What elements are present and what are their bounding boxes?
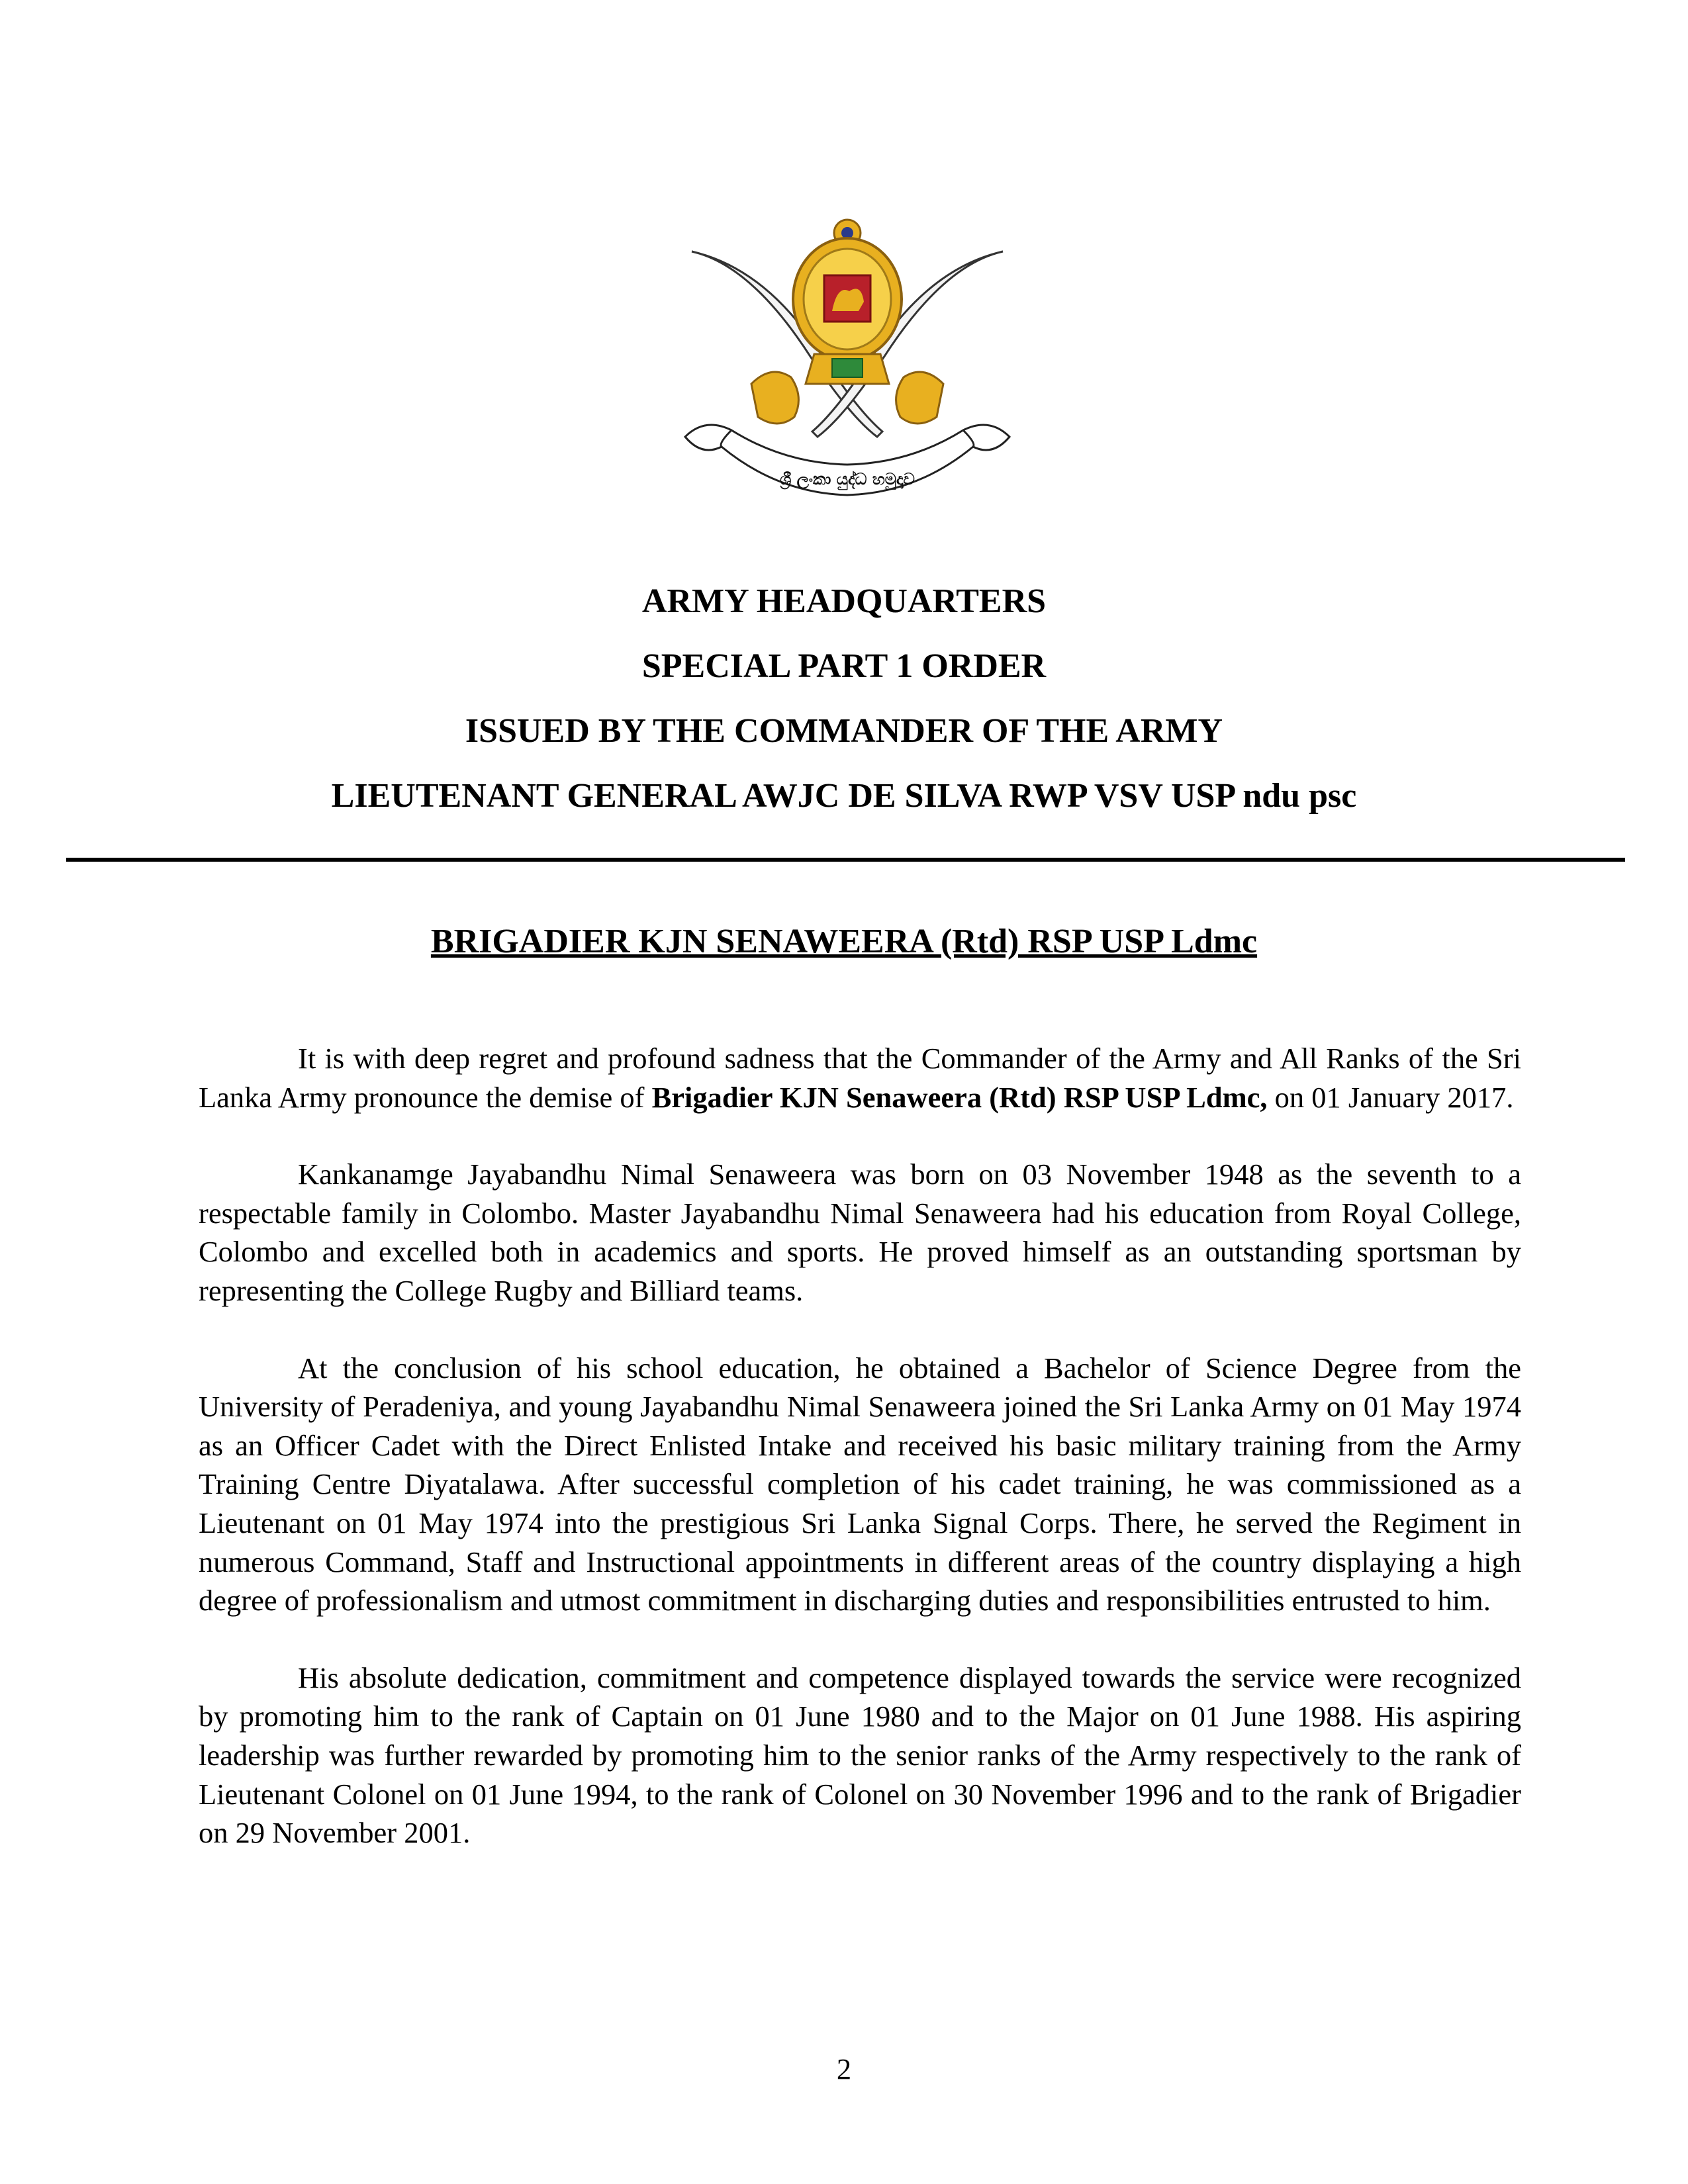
header-line-order-type: SPECIAL PART 1 ORDER (641, 647, 1047, 685)
paragraph-1-end: on 01 January 2017. (1267, 1080, 1514, 1114)
army-crest-icon (679, 218, 1016, 523)
paragraph-4: His absolute dedication, commitment and competence displayed towards the service were recognized by promoting him to the rank of Captain on 01 June 1980 and to the Major on 01 June 1988. His aspiring leadership was further rewarded by promoting him to the senior ranks of the Army respectively to the rank of Lieutenant Colonel on 01 June 1994, to the rank of Colonel on 30 November 1996 and to the rank of Brigadier on 29 November 2001. (199, 1661, 1521, 1850)
order-subject: BRIGADIER KJN SENAWEERA (Rtd) RSP USP Ldmc (430, 923, 1258, 960)
header-divider (66, 858, 1625, 862)
order-body (199, 1039, 1521, 1891)
paragraph-1 (199, 1039, 1521, 1116)
paragraph-2: Kankanamge Jayabandhu Nimal Senaweera was born on 03 November 1948 as the seventh to a respectable family in Colombo. Master Jayabandhu Nimal Senaweera had his education from Royal College, Colombo and excelled both in academics and sports. He proved himself as an outstanding sportsman by representing the College Rugby and Billiard teams. (199, 1158, 1521, 1307)
order-header (0, 569, 1688, 829)
header-line-commander: LIEUTENANT GENERAL AWJC DE SILVA RWP VSV USP ndu psc (331, 777, 1357, 815)
page-number: 2 (836, 2052, 852, 2085)
paragraph-3: At the conclusion of his school education, he obtained a Bachelor of Science Degree from the University of Peradeniya, and young Jayabandhu Nimal Senaweera joined the Sri Lanka Army on 01 May 1974 as an Officer Cadet with the Direct Enlisted Intake and received his basic military training from the Army Training Centre Diyatalawa. After successful completion of his cadet training, he was commissioned as a Lieutenant on 01 May 1974 into the prestigious Sri Lanka Signal Corps. There, he served the Regiment in numerous Command, Staff and Instructional appointments in different areas of the country displaying a high degree of professionalism and utmost commitment in discharging duties and responsibilities entrusted to him. (199, 1351, 1521, 1617)
header-line-issuer: ISSUED BY THE COMMANDER OF THE ARMY (465, 712, 1223, 750)
paragraph-1-name: Brigadier KJN Senaweera (Rtd) RSP USP Ldmc, (651, 1080, 1268, 1114)
crest-motto: ශ්‍රී ලංකා යුද්ධ හමුදාව (780, 470, 915, 488)
paragraph-1-text: It is with deep regret and profound sadness that the Commander of the Army and All Ranks of the Sri Lanka Army pronounce the demise of (199, 1042, 1521, 1114)
header-line-headquarters: ARMY HEADQUARTERS (641, 582, 1047, 620)
